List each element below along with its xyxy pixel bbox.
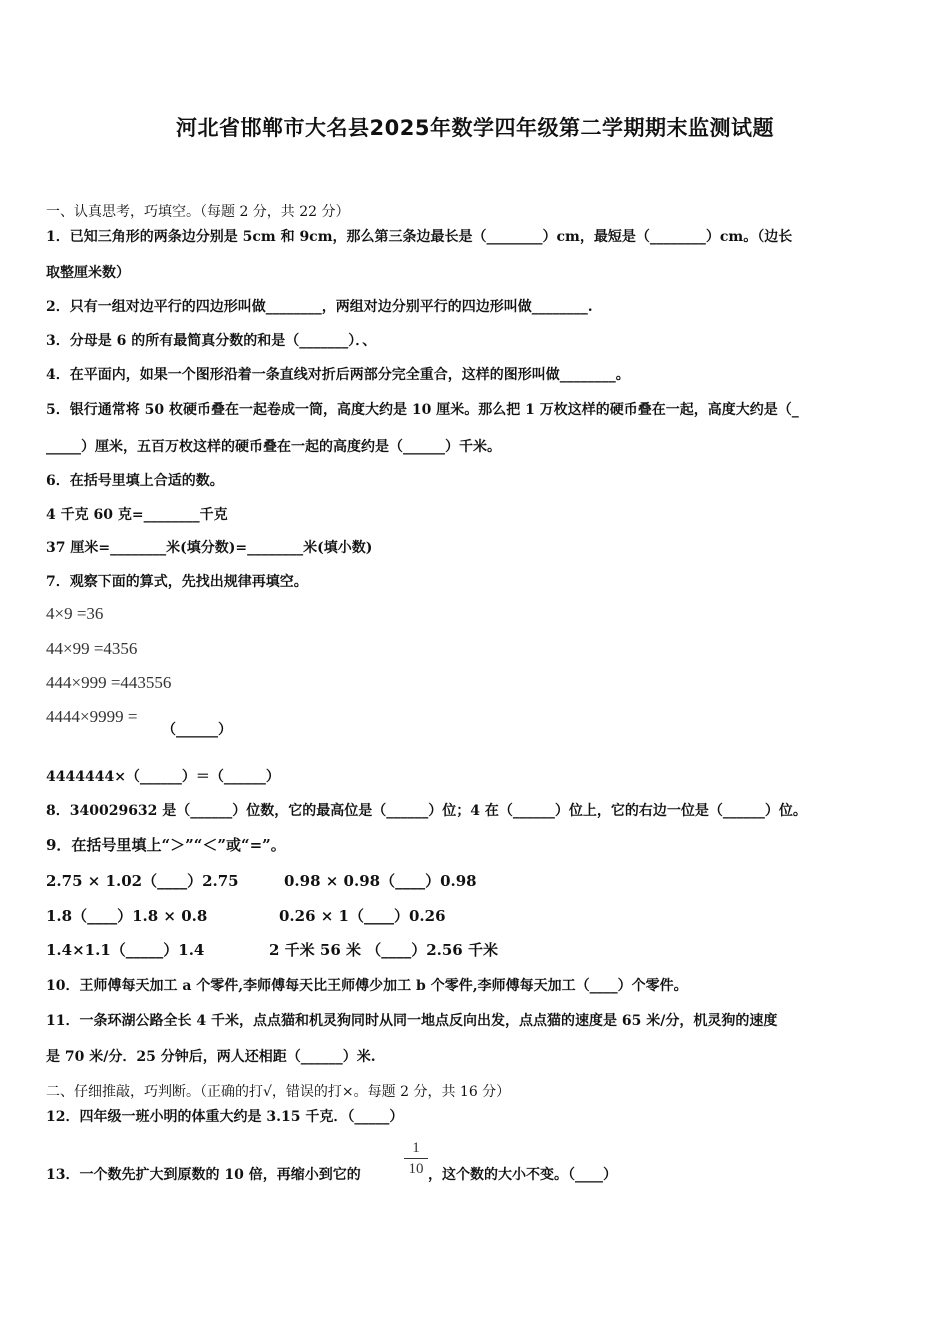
question-9: 9．在括号里填上“＞”“＜”或“=”。 [46,836,286,854]
equation-2: 44×99 =4356 [46,639,138,658]
question-11-line-1: 11．一条环湖公路全长 4 千米，点点猫和机灵狗同时从同一地点反向出发，点点猫的速度是 65 米/分，机灵狗的速度 [46,1013,778,1029]
compare-3a: 1.4×1.1（_____）1.4 [46,941,205,959]
equation-4-blank: （______） [162,722,232,738]
equation-4: 4444×9999 = [46,707,138,726]
question-8: 8．340029632 是（______）位数，它的最高位是（______）位；4 在（______）位上，它的右边一位是（______）位。 [46,803,807,819]
fraction-numerator: 1 [404,1138,428,1159]
question-7: 7．观察下面的算式，先找出规律再填空。 [46,574,308,590]
fraction-one-tenth [404,1138,428,1179]
question-12: 12．四年级一班小明的体重大约是 3.15 千克．（_____） [46,1109,404,1125]
question-1-line-1: 1．已知三角形的两条边分别是 5cm 和 9cm，那么第三条边最长是（________）cm，最短是（________）cm。（边长 [46,229,793,245]
compare-1b: 0.98 × 0.98（____）0.98 [284,872,477,890]
question-6: 6．在括号里填上合适的数。 [46,473,224,489]
page-title: 河北省邯郸市大名县2025年数学四年级第二学期期末监测试题 [176,116,774,140]
question-5-line-2: _____）厘米，五百万枚这样的硬币叠在一起的高度约是（______）千米。 [46,439,501,455]
compare-3b: 2 千米 56 米 （____）2.56 千米 [269,941,498,959]
question-1-line-2: 取整厘米数） [46,265,130,281]
compare-1a: 2.75 × 1.02（____）2.75 [46,872,239,890]
equation-3: 444×999 =443556 [46,673,172,692]
question-2: 2．只有一组对边平行的四边形叫做________，两组对边分别平行的四边形叫做________. [46,299,593,315]
equation-1: 4×9 =36 [46,604,104,623]
question-11-line-2: 是 70 米/分．25 分钟后，两人还相距（______）米. [46,1049,376,1065]
fraction-denominator: 10 [408,1161,424,1177]
section-heading-1: 一、认真思考，巧填空。（每题 2 分，共 22 分） [46,204,350,220]
question-4: 4．在平面内，如果一个图形沿着一条直线对折后两部分完全重合，这样的图形叫做________。 [46,367,630,383]
question-5-line-1: 5．银行通常将 50 枚硬币叠在一起卷成一筒，高度大约是 10 厘米。那么把 1 万枚这样的硬币叠在一起，高度大约是（_ [46,402,799,418]
compare-2b: 0.26 × 1（____）0.26 [279,907,446,925]
question-6-part-a: 4 千克 60 克=________千克 [46,507,228,523]
section-heading-2: 二、仔细推敲，巧判断。（正确的打√，错误的打×。每题 2 分，共 16 分） [46,1084,511,1100]
question-10: 10．王师傅每天加工 a 个零件,李师傅每天比王师傅少加工 b 个零件,李师傅每天加工（____）个零件。 [46,978,688,994]
question-6-part-b: 37 厘米=________米(填分数)=________米(填小数) [46,540,373,556]
compare-2a: 1.8（____）1.8 × 0.8 [46,907,208,925]
question-13-start: 13．一个数先扩大到原数的 10 倍，再缩小到它的 [46,1167,361,1183]
question-3: 3．分母是 6 的所有最简真分数的和是（_______）．、 [46,333,377,349]
question-13-end: ，这个数的大小不变。（____） [428,1167,617,1183]
question-7-extension: 4444444×（______）＝（______） [46,769,280,785]
